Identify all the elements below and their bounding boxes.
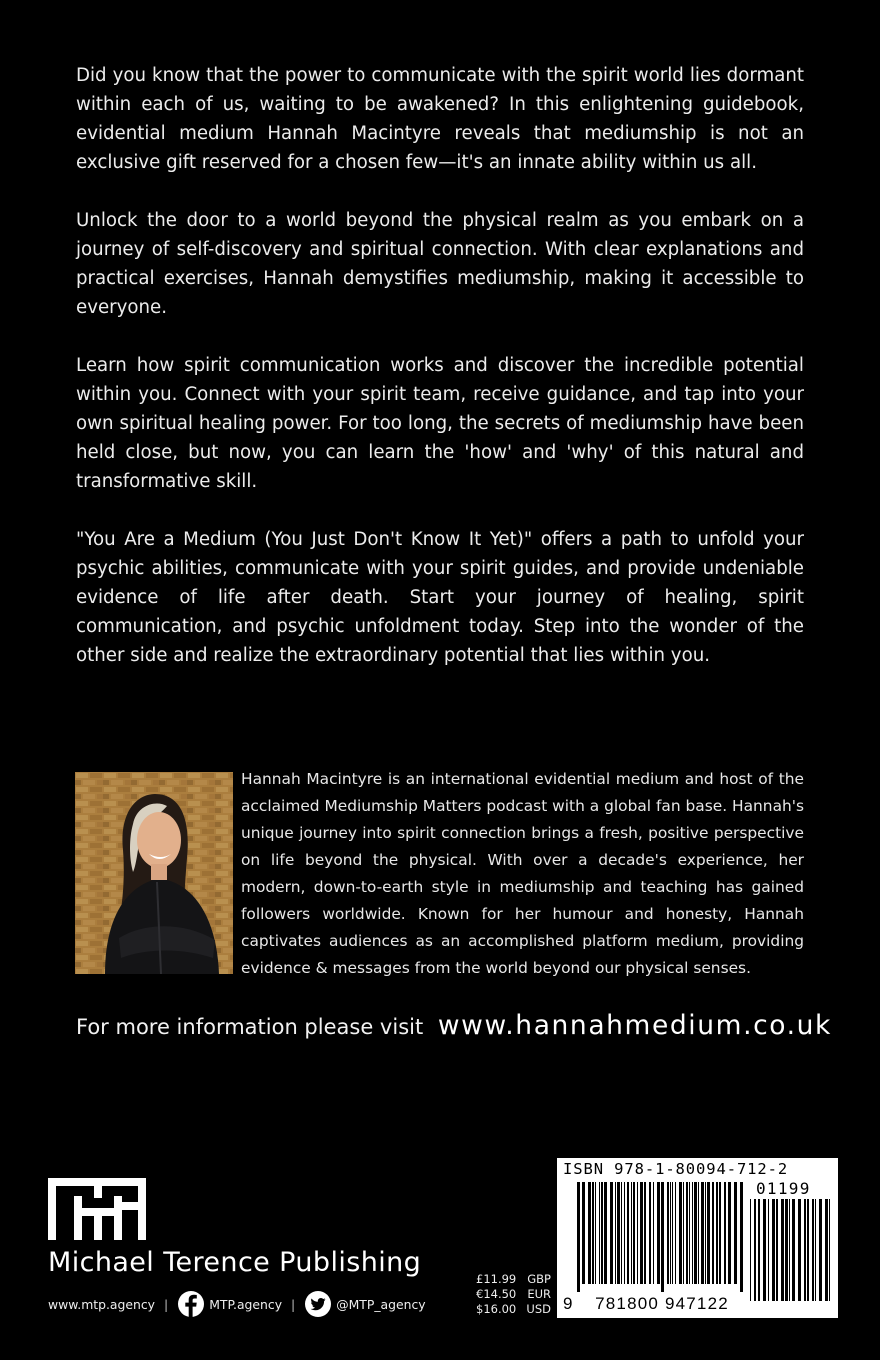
author-bio: Hannah Macintyre is an international evidential medium and host of the acclaimed Mediumship Matters podcast with a global fan base. Hannah's unique journey into spirit connection brings a fresh, positive perspective on life beyond the physical. With over a decade's experience, her modern, down-to-earth style in mediumship and teaching has gained followers worldwide. Known for her humour and honesty, Hannah captivates audiences as an accomplished platform medium, providing evidence & messages from the world beyond our physical senses. [241, 770, 804, 977]
barcode-bar [798, 1199, 801, 1301]
barcode-bar [781, 1199, 784, 1301]
barcode-bar [599, 1182, 600, 1284]
blurb-paragraph: Learn how spirit communication works and discover the incredible potential within you. Connect with your spirit team, receive guidance, and tap into your own spiritual healing power. For too long, the secrets of mediumship have been held close, but now, you can learn the 'how' and 'why' of this natural and transformative skill. [76, 355, 804, 492]
author-photo [75, 772, 233, 974]
barcode-bar [601, 1182, 603, 1284]
author-website-link[interactable]: www.hannahmedium.co.uk [437, 1010, 832, 1041]
barcode-bar [675, 1182, 676, 1284]
twitter-handle-link[interactable]: @MTP_agency [336, 1296, 426, 1312]
barcode-bar [829, 1199, 830, 1301]
isbn-barcode [557, 1158, 838, 1318]
price-amount: £11.99 [476, 1272, 517, 1286]
isbn-label: ISBN 978-1-80094-712-2 [563, 1160, 789, 1178]
barcode-bar [819, 1199, 822, 1301]
barcode-bar [754, 1199, 756, 1301]
barcode-bar [679, 1182, 682, 1284]
barcode-bar [728, 1182, 731, 1284]
barcode-bar [807, 1199, 809, 1301]
barcode-bar [633, 1182, 635, 1284]
barcode-bar [604, 1182, 607, 1284]
barcode-bar [649, 1182, 651, 1284]
barcode-bar [657, 1182, 660, 1284]
barcode-bar [588, 1182, 591, 1284]
blurb-paragraph: Did you know that the power to communicate with the spirit world lies dormant within each of us, waiting to be awakened? In this enlightening guidebook, evidential medium Hannah Macintyre reveals that mediumship is not an exclusive gift reserved for a chosen few—it's an innate ability within us all. [76, 65, 804, 173]
price-currency: EUR [527, 1287, 551, 1301]
barcode-bar [672, 1182, 673, 1284]
barcode-bar [577, 1182, 580, 1292]
barcode-bar [637, 1182, 638, 1284]
barcode-bar [804, 1199, 806, 1301]
barcode-bar [750, 1199, 751, 1301]
barcode-bar [785, 1199, 788, 1301]
publisher-name: Michael Terence Publishing [48, 1247, 422, 1278]
barcode-bar [661, 1182, 664, 1292]
link-separator: | [291, 1296, 296, 1312]
blurb-paragraph: "You Are a Medium (You Just Don't Know It Yet)" offers a path to unfold your psychic abilities, communicate with your spirit guides, and provide undeniable evidence of life after death. Start your journey of healing, spirit communication, and psychic unfoldment today. Step into the wonder of the other side and realize the extraordinary potential that lies within you. [76, 529, 804, 666]
price-amount: $16.00 [476, 1302, 517, 1316]
barcode-bar [740, 1182, 743, 1292]
barcode-bar [692, 1182, 693, 1284]
barcode-bar [595, 1182, 596, 1284]
price-currency: USD [526, 1302, 551, 1316]
barcode-bar [724, 1182, 726, 1284]
barcode-price-code: 01199 [756, 1179, 811, 1198]
price-amount: €14.50 [476, 1287, 517, 1301]
barcode-bar [698, 1182, 699, 1284]
barcode-bar [792, 1199, 795, 1301]
price-row [476, 1287, 551, 1302]
barcode-bar [776, 1199, 778, 1301]
barcode-bar [640, 1182, 643, 1284]
price-currency: GBP [527, 1272, 551, 1286]
barcode-bar [712, 1182, 714, 1284]
barcode-bar [716, 1182, 718, 1284]
barcode-bar [763, 1199, 766, 1301]
more-info-label: For more information please visit [76, 1015, 424, 1039]
barcode-bar [631, 1182, 632, 1284]
barcode-bars-addon [750, 1199, 832, 1309]
barcode-bar [683, 1182, 684, 1284]
more-info-line [76, 1010, 832, 1041]
publisher-links [48, 1290, 426, 1318]
barcode-bar [615, 1182, 616, 1284]
barcode-digits: 781800 947122 [595, 1294, 729, 1313]
barcode-bar [686, 1182, 688, 1284]
barcode-bar [610, 1182, 613, 1284]
publisher-logo-icon [48, 1178, 146, 1240]
barcode-bar [825, 1199, 828, 1301]
publisher-website-link[interactable]: www.mtp.agency [48, 1296, 156, 1312]
price-row [476, 1272, 551, 1287]
barcode-bar [705, 1182, 706, 1284]
barcode-bar [644, 1182, 646, 1284]
barcode-bar [582, 1182, 585, 1284]
barcode-bar [617, 1182, 620, 1284]
barcode-first-digit: 9 [563, 1294, 573, 1313]
barcode-bar [812, 1199, 814, 1301]
barcode-bar [624, 1182, 625, 1284]
blurb-paragraph: Unlock the door to a world beyond the physical realm as you embark on a journey of self-discovery and spiritual connection. With clear explanations and practical exercises, Hannah demystifies mediumship, making it accessible to everyone. [76, 210, 804, 318]
barcode-bar [667, 1182, 669, 1284]
link-separator: | [164, 1296, 169, 1312]
barcode-bar [734, 1182, 737, 1284]
barcode-bar [689, 1182, 690, 1284]
price-row [476, 1302, 551, 1317]
price-list [476, 1272, 551, 1317]
barcode-bar [772, 1199, 775, 1301]
facebook-handle-link[interactable]: MTP.agency [209, 1296, 283, 1312]
barcode-bar [758, 1199, 760, 1301]
barcode-bar [694, 1182, 697, 1284]
barcode-bar [719, 1182, 721, 1284]
barcode-bar [815, 1199, 816, 1301]
barcode-bar [592, 1182, 594, 1284]
twitter-icon [304, 1290, 332, 1318]
barcode-bar [627, 1182, 629, 1284]
facebook-icon [177, 1290, 205, 1318]
barcode-bar [670, 1182, 671, 1284]
barcode-bar [653, 1182, 654, 1284]
barcode-bars-main [577, 1182, 743, 1292]
barcode-bar [707, 1182, 710, 1284]
barcode-bar [621, 1182, 622, 1284]
barcode-bar [768, 1199, 769, 1301]
barcode-bar [701, 1182, 704, 1284]
book-blurb [76, 61, 804, 699]
barcode-bar [789, 1199, 790, 1301]
